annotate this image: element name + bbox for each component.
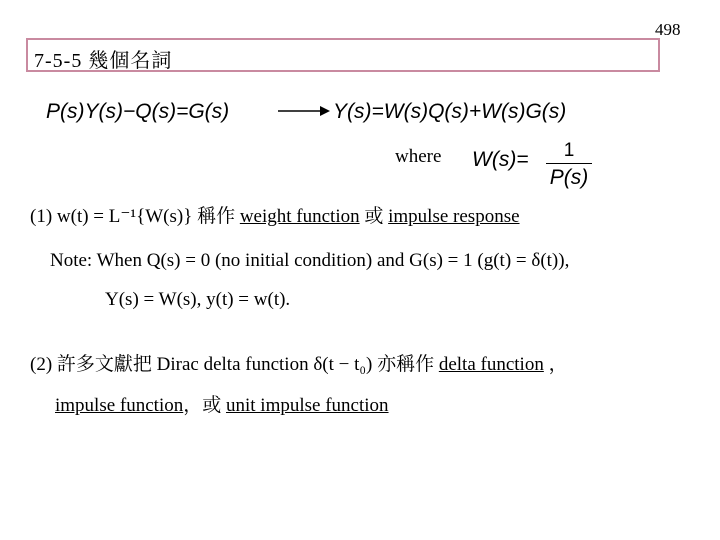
delta-function-term: delta function bbox=[438, 354, 544, 375]
w-definition-fraction bbox=[546, 140, 592, 190]
equation-laplace-domain: P(s)Y(s)−Q(s)=G(s) bbox=[46, 100, 230, 123]
weight-function-term: weight function bbox=[239, 206, 360, 227]
impulse-response-term: impulse response bbox=[388, 206, 520, 227]
equation-solution: Y(s)=W(s)Q(s)+W(s)G(s) bbox=[333, 100, 567, 123]
fraction-denominator: P(s) bbox=[549, 166, 589, 189]
page-number: 498 bbox=[655, 20, 681, 39]
w-definition-lhs: W(s)= bbox=[472, 148, 529, 171]
section-title: 7-5-5 幾個名詞 bbox=[34, 50, 173, 72]
item-1-prefix: (1) w(t) = L⁻¹{W(s)} 稱作 bbox=[30, 206, 240, 227]
item-2-line-2 bbox=[55, 390, 389, 417]
item-1 bbox=[30, 201, 520, 228]
note-line-2: Y(s) = W(s), y(t) = w(t). bbox=[105, 289, 291, 310]
item-2-or: ，或 bbox=[183, 395, 226, 416]
item-2-prefix: (2) 許多文獻把 Dirac delta function δ(t − t₀) 亦稱作 bbox=[30, 354, 439, 375]
fraction-numerator: 1 bbox=[563, 140, 575, 161]
fraction-line bbox=[546, 163, 592, 164]
item-1-or: 或 bbox=[359, 206, 389, 227]
note-line-1: Note: When Q(s) = 0 (no initial condition) and G(s) = 1 (g(t) = δ(t)), bbox=[50, 250, 570, 271]
where-label: where bbox=[395, 146, 442, 167]
impulse-function-term: impulse function bbox=[55, 395, 184, 416]
item-2-line-1 bbox=[30, 349, 568, 376]
unit-impulse-function-term: unit impulse function bbox=[226, 395, 389, 416]
right-arrow-icon bbox=[278, 104, 330, 118]
item-2-comma: ， bbox=[543, 354, 568, 375]
